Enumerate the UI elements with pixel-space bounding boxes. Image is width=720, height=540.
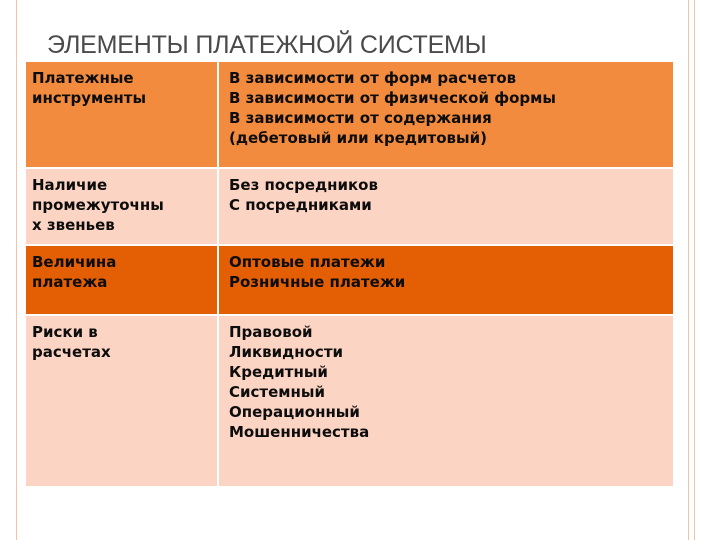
row-value-line: Без посредников <box>229 176 378 194</box>
row-values-cell <box>218 168 674 245</box>
row-label-line: Наличие <box>32 176 108 194</box>
slide-title: ЭЛЕМЕНТЫ ПЛАТЕЖНОЙ СИСТЕМЫ <box>47 31 487 59</box>
row-label-cell <box>26 315 218 487</box>
table-row <box>26 168 674 245</box>
row-label-line: промежуточны <box>32 196 164 214</box>
row-value-line: Мошенничества <box>229 423 370 441</box>
row-value-line: В зависимости от форм расчетов <box>229 69 517 87</box>
row-label-line: Платежные <box>32 69 134 87</box>
row-value-line: Кредитный <box>229 363 328 381</box>
decorative-right-rule <box>694 0 695 540</box>
row-value-line: В зависимости от физической формы <box>229 89 556 107</box>
row-label-line: платежа <box>32 273 108 291</box>
row-value-line: Операционный <box>229 403 360 421</box>
table-row <box>26 245 674 315</box>
row-value-line: Оптовые платежи <box>229 253 386 271</box>
table-row <box>26 315 674 487</box>
row-value-line: Системный <box>229 383 325 401</box>
row-label-line: Величина <box>32 253 117 271</box>
row-label-cell <box>26 62 218 168</box>
decorative-left-rule <box>16 0 17 540</box>
row-values-cell <box>218 245 674 315</box>
decorative-right-rule <box>688 0 689 540</box>
payment-system-table <box>26 62 675 488</box>
row-value-line: С посредниками <box>229 196 372 214</box>
row-value-line: Правовой <box>229 323 313 341</box>
row-label-cell <box>26 245 218 315</box>
row-label-line: х звеньев <box>32 216 115 234</box>
row-label-line: Риски в <box>32 323 98 341</box>
row-value-line: (дебетовый или кредитовый) <box>229 129 487 147</box>
table-row <box>26 62 674 168</box>
row-values-cell <box>218 315 674 487</box>
row-value-line: Розничные платежи <box>229 273 406 291</box>
row-value-line: В зависимости от содержания <box>229 109 492 127</box>
row-value-line: Ликвидности <box>229 343 344 361</box>
row-label-line: инструменты <box>32 89 147 107</box>
row-values-cell <box>218 62 674 168</box>
row-label-line: расчетах <box>32 343 111 361</box>
row-label-cell <box>26 168 218 245</box>
